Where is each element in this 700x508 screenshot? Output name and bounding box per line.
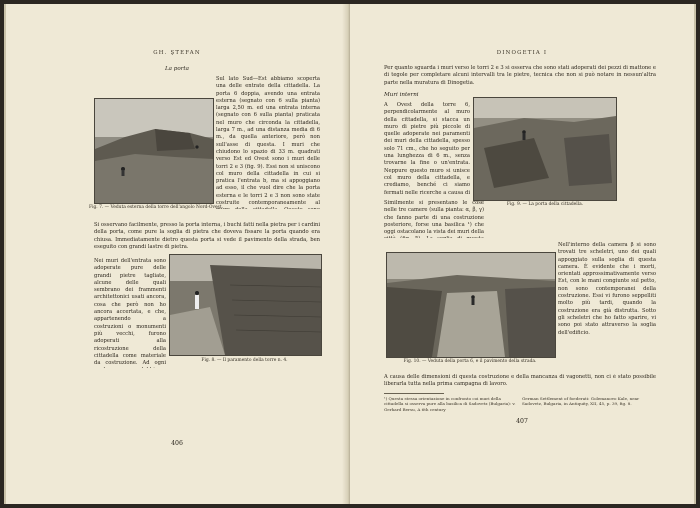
figure-10-photo xyxy=(386,252,556,358)
book-spread xyxy=(4,4,696,504)
page-number-right: 407 xyxy=(516,418,528,425)
paragraph-similmente: Similmente si presentano le cose nelle tre camere (sulla pianta: α, β, γ) che fanno parte di una costruzione posteriore, forse una basilica ¹) che oggi ostacolano la vista dei muri della xyxy=(384,200,484,236)
figure-9-caption: Fig. 9. — La porta della cittadella. xyxy=(506,202,584,207)
figure-7-photo xyxy=(94,98,214,204)
footnote-left-col: ¹) Questa stessa orientazione in confronto coi muri della cittadella si osserva pure alla basilica di Sadovetz (Bulgaria): v. Gerhard Bersu, A 6th century xyxy=(384,396,516,412)
footnote-right-col: German Settlement of foederati: Golemanovo Kale, near Sadovetz, Bulgaria, in Antiquity, XII, 45, p. 39, fig. 8. xyxy=(522,396,640,407)
paragraph-third: Nei muri dell'entrata sono adoperate pure delle grandi pietre tagliate, alcune delle quali sembrano dei frammenti architettonici usati ancora, cosa che però non ho ancora accertata, e che, appartenendo a costruzioni o monumenti più vecchi, furono adoperati alla ricostruzione della cittadella come materiale da costruzione. Ad ogni xyxy=(94,258,166,367)
left-page xyxy=(6,4,349,504)
paragraph-intro-left: Sul lato Sud—Est abbiamo scoperta una delle entrate della cittadella. La porta 6 doppia, avendo una entrata esterna (segnato con 6 sulla pianta) larga 2,50 m. ed una entrata interna (segnato con 6 sulla pianta) praticata nel muro che circonda la cittadella, larga 7 m., ad una distanza media di 6 m., da quella anteriore, però non sull'asse di questa. I muri che chiudono lo spazio di 33 m. quadrati verso Est ed Ovest sono i muri delle torri 2 e 3 (fig. 9). Essi non si uniscono col muro della cittadella in cui si pratica l'entrata b, ma si appoggiano ad esso, il che vuol dire che la porta esterna e le torri 2 e 3 non sono state costruite contemporaneamente al xyxy=(216,76,320,207)
footnote-rule xyxy=(384,393,444,394)
paragraph-camera: Nell'interno della camera β si sono trovati tre scheletri, uno dei quali appoggiato sulla soglia di questa camera. È evidente che i morti, orientati approssimativamente verso Est, con le mani congiunte sul petto, non sono contemporanei della costruzione. Essi vi furono seppelliti molto più tardi, quando la costruzione era già distrutta. Sotto gli scheletri che ho fatto sparire, vi sono poi stato attraverso la soglia dell'edificio. xyxy=(558,242,656,336)
figure-8-photo xyxy=(169,254,322,356)
figure-8-caption: Fig. 8. — Il paramento della torre n. 4. xyxy=(201,358,288,363)
section-title-porta: La porta xyxy=(164,66,190,72)
paragraph-muri-interni: A Ovest della torre 6, perpendicolarmente al muro della cittadella, si stacca un muro di pietre più piccole di quelle adoperate nei paramenti dei muri della cittadella, spesso solo 71 cm., che ho seguito per una lunghezza di 6 m., senza trovarne la fine o un'entrata. Neppure questo muro si unisce col muro della cittadella, e crediamo, benché ci siamo fermati nelle ricerche a causa di xyxy=(384,102,470,194)
running-head-left: GH. ŞTEFAN xyxy=(153,50,201,56)
figure-10-caption: Fig. 10. — Veduta della porta 6, e il pavimento della strada. xyxy=(403,359,537,364)
paragraph-end: A causa delle dimensioni di questa costruzione e della mancanza di vagonetti, non ci è stato possibile liberarla tutta nella prima campagna di lavoro. xyxy=(384,374,656,388)
section-title-muri: Muri interni xyxy=(384,92,419,98)
figure-7-caption: Fig. 7. — Veduta esterna della torre dell'angolo Nord-Ovest. xyxy=(89,205,223,210)
figure-9-photo xyxy=(473,97,617,201)
paragraph-second-intro: Si osservano facilmente, presso la porta interna, i buchi fatti nella pietra per i cardini della porta, come pure la soglia di pietra che doveva fissare la porta quando era chiusa. Immediatamente dietro questa porta si vede il pavimento della strada, ben eseguito con grandi lastre di pietra. xyxy=(94,222,320,250)
fig9-gate-image xyxy=(474,98,616,200)
right-page xyxy=(350,4,694,504)
paragraph-intro-right: Per quanto sguarda i muri verso le torri 2 e 3 si osserva che sono stati adoperati dei pezzi di mattone e di tegole per completare alcuni intervalli tra le pietre, tecnica che non si può notare in nessun'altra parte nella muratura di Dinogetia. xyxy=(384,65,656,86)
page-number-left: 406 xyxy=(171,440,183,447)
fig8-wall-image xyxy=(170,255,321,355)
fig10-gate-paving-image xyxy=(387,253,555,357)
fig7-ruins-image xyxy=(95,99,213,203)
running-head-right: DINOGETIA I xyxy=(496,50,548,56)
